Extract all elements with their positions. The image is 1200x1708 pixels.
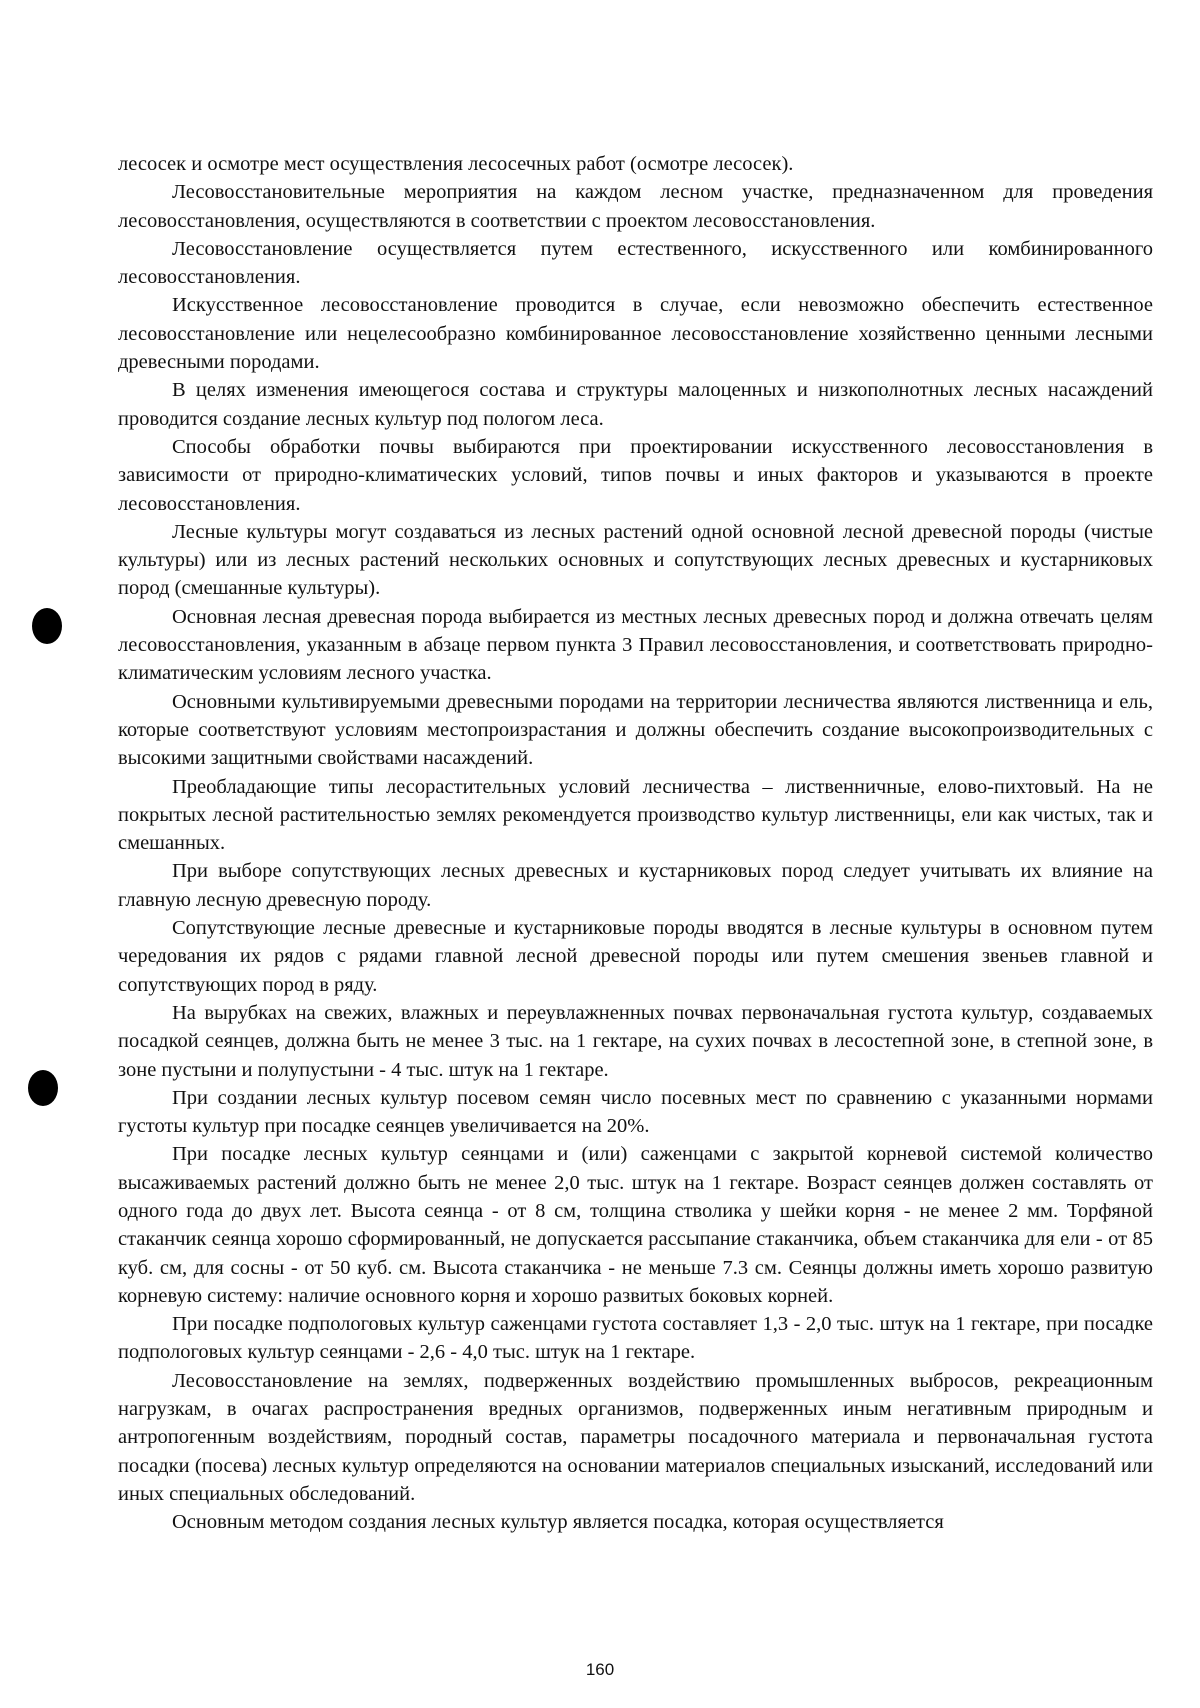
paragraph: При выборе сопутствующих лесных древесных и кустарниковых пород следует учитывать их влияние на главную лесную древесную породу. bbox=[118, 860, 1153, 911]
page-number: 160 bbox=[585, 1660, 615, 1679]
paragraph: Преобладающие типы лесорастительных условий лесничества – лиственничные, елово-пихтовый. На не покрытых лесной растительностью землях рекомендуется производство культур лиственницы, ели как чистых, так и смешанных. bbox=[118, 775, 1153, 855]
paragraph: Сопутствующие лесные древесные и кустарниковые породы вводятся в лесные культуры в основном путем чередования их рядов с рядами главной лесной древесной породы или путем смешения звеньев главной и сопутствующих пород в ряду. bbox=[118, 917, 1153, 996]
document-body bbox=[118, 150, 1153, 1537]
punch-hole-mark bbox=[32, 608, 62, 644]
paragraph: На вырубках на свежих, влажных и переувлажненных почвах первоначальная густота культур, создаваемых посадкой сеянцев, должна быть не менее 3 тыс. на 1 гектаре, на сухих почвах в лесостепной зоне, в степной зоне, в зоне пустыни и полупустыни - 4 тыс. штук на 1 гектаре. bbox=[118, 1001, 1153, 1081]
paragraph: Лесные культуры могут создаваться из лесных растений одной основной лесной древесной породы (чистые культуры) или из лесных растений нескольких основных и сопутствующих лесных древесных и кустарниковых пород (смешанные культуры). bbox=[118, 520, 1153, 600]
paragraph: При посадке подпологовых культур саженцами густота составляет 1,3 - 2,0 тыс. штук на 1 гектаре, при посадке подпологовых культур сеянцами - 2,6 - 4,0 тыс. штук на 1 гектаре. bbox=[118, 1313, 1153, 1364]
paragraph: Лесовосстановительные мероприятия на каждом лесном участке, предназначенном для проведения лесовосстановления, осуществляются в соответствии с проектом лесовосстановления. bbox=[118, 181, 1153, 232]
paragraph: Основными культивируемыми древесными породами на территории лесничества являются лиственница и ель, которые соответствуют условиям местопроизрастания и должны обеспечить создание высокопроизводительных с высокими защитными свойствами насаждений. bbox=[118, 690, 1153, 770]
paragraph: лесосек и осмотре мест осуществления лесосечных работ (осмотре лесосек). bbox=[118, 153, 794, 175]
paragraph: При посадке лесных культур сеянцами и (или) саженцами с закрытой корневой системой количество высаживаемых растений должно быть не менее 2,0 тыс. штук на 1 гектаре. Возраст сеянцев должен составлять от одного года до двух лет. Высота сеянца - от 8 см, толщина стволика у шейки корня - не менее 2 мм. Торфяной стаканчик сеянца хорошо сформированный, не допускается рассыпание стаканчика, объем стаканчика для ели - от 85 куб. см, для сосны - от 50 куб. см. Высота стаканчика - не меньше 7.3 см. Сеянцы должны иметь хорошо развитую корневую систему: наличие основного корня и хорошо развитых боковых корней. bbox=[118, 1143, 1153, 1307]
punch-hole-mark bbox=[28, 1070, 58, 1106]
paragraph: При создании лесных культур посевом семян число посевных мест по сравнению с указанными нормами густоты культур при посадке сеянцев увеличивается на 20%. bbox=[118, 1086, 1153, 1138]
paragraph: В целях изменения имеющегося состава и структуры малоценных и низкополнотных лесных насаждений проводится создание лесных культур под пологом леса. bbox=[118, 379, 1153, 430]
paragraph: Основная лесная древесная порода выбирается из местных лесных древесных пород и должна отвечать целям лесовосстановления, указанным в абзаце первом пункта 3 Правил лесовосстановления, и соответствовать природно-климатическим условиям лесного участка. bbox=[118, 605, 1153, 685]
paragraph: Способы обработки почвы выбираются при проектировании искусственного лесовосстановления в зависимости от природно-климатических условий, типов почвы и иных факторов и указываются в проекте лесовосстановления. bbox=[118, 435, 1153, 515]
paragraph: Лесовосстановление на землях, подверженных воздействию промышленных выбросов, рекреационным нагрузкам, в очагах распространения вредных организмов, подверженных иным негативным природным и антропогенным воздействиям, породный состав, параметры посадочного материала и первоначальная густота посадки (посева) лесных культур определяются на основании материалов специальных изысканий, исследований или иных специальных обследований. bbox=[118, 1369, 1153, 1505]
paragraph: Лесовосстановление осуществляется путем естественного, искусственного или комбинированного лесовосстановления. bbox=[118, 237, 1153, 289]
paragraph: Искусственное лесовосстановление проводится в случае, если невозможно обеспечить естественное лесовосстановление или нецелесообразно комбинированное лесовосстановление хозяйственно ценными лесными древесными породами. bbox=[118, 294, 1153, 374]
paragraph: Основным методом создания лесных культур является посадка, которая осуществляется bbox=[172, 1511, 944, 1534]
